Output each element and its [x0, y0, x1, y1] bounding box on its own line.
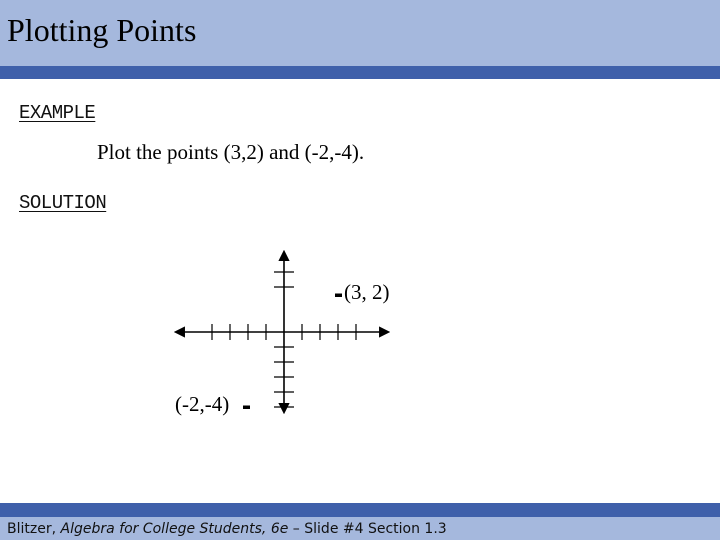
plotted-point: [335, 294, 342, 298]
example-label: EXAMPLE: [19, 102, 96, 124]
footer-slide-info: – Slide #4 Section 1.3: [288, 521, 447, 537]
slide-title: Plotting Points: [7, 12, 197, 48]
point-label-3-2: (3, 2): [344, 280, 390, 304]
footer-author: Blitzer,: [7, 521, 61, 537]
footer-citation: [7, 521, 447, 537]
point-label-neg2-neg4: (-2,-4): [175, 392, 230, 416]
solution-label: SOLUTION: [19, 192, 107, 214]
plotted-point: [243, 406, 250, 410]
footer-book-title: Algebra for College Students, 6e: [60, 521, 289, 537]
footer-stripe: [0, 503, 720, 517]
problem-statement: Plot the points (3,2) and (-2,-4).: [97, 140, 365, 164]
